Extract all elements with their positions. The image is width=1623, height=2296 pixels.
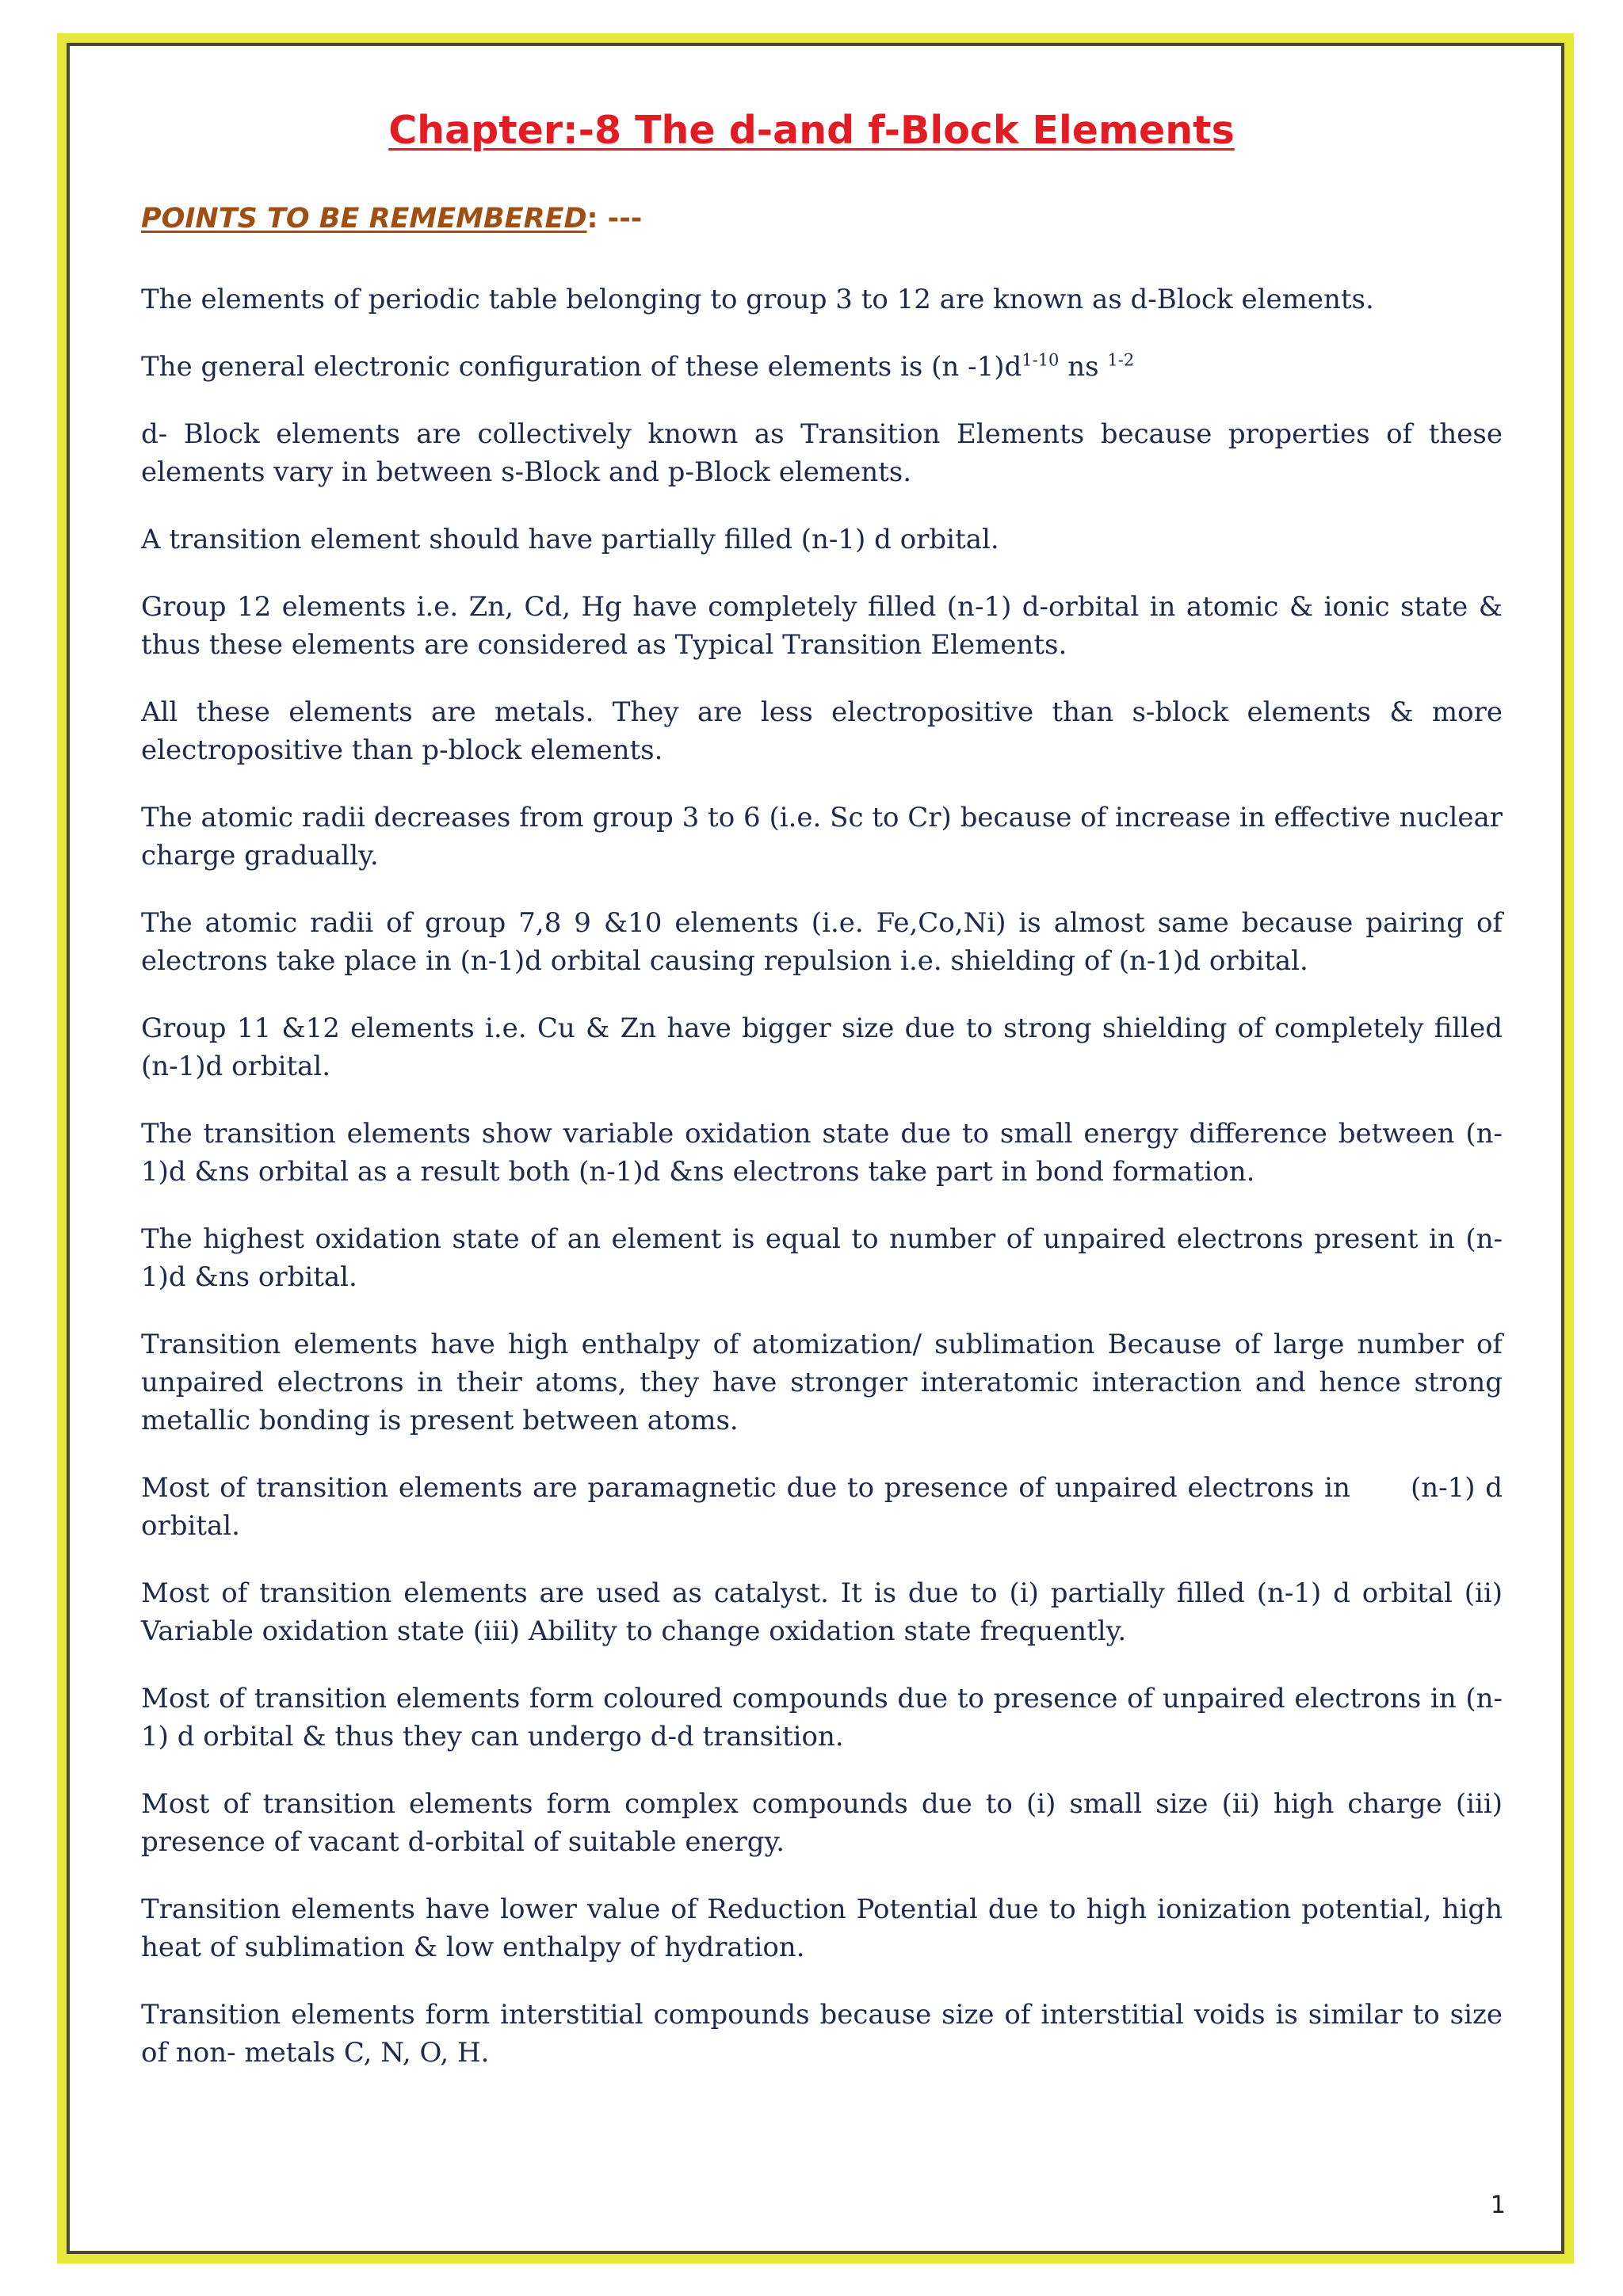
point-paragraph: A transition element should have partially filled (n-1) d orbital. (141, 524, 999, 555)
point-paragraph: Transition elements form interstitial compounds because size of interstitial voids is similar to size of non- metals C, N, O, H. (141, 1999, 1503, 2069)
point-paragraph: The elements of periodic table belonging to group 3 to 12 are known as d-Block elements. (141, 284, 1374, 315)
point-paragraph: Most of transition elements form coloured compounds due to presence of unpaired electrons in (n-1) d orbital & thus they can undergo d-d transition. (141, 1683, 1503, 1753)
point-paragraph: The highest oxidation state of an element is equal to number of unpaired electrons present in (n-1)d &ns orbital. (141, 1223, 1503, 1293)
config-prefix: The general electronic configuration of these elements is (n -1)d (141, 351, 1022, 383)
point-paragraph: The transition elements show variable oxidation state due to small energy difference between (n-1)d &ns orbital as a result both (n-1)d &ns electrons take part in bond formation. (141, 1118, 1503, 1188)
point-paragraph: Group 12 elements i.e. Zn, Cd, Hg have completely filled (n-1) d-orbital in atomic & ionic state & thus these elements are considered as Typical Transition Elements. (141, 591, 1503, 661)
section-heading-text: POINTS TO BE REMEMBERED (141, 203, 587, 235)
page-number: 1 (1490, 2191, 1506, 2219)
point-paragraph: The atomic radii decreases from group 3 to 6 (i.e. Sc to Cr) because of increase in effective nuclear charge gradually. (141, 802, 1503, 871)
point-paragraph: Group 11 &12 elements i.e. Cu & Zn have bigger size due to strong shielding of completely filled (n-1)d orbital. (141, 1013, 1503, 1082)
point-paragraph: Most of transition elements form complex compounds due to (i) small size (ii) high charge (iii) presence of vacant d-orbital of suitable energy. (141, 1788, 1503, 1858)
point-paragraph: Transition elements have high enthalpy of atomization/ sublimation Because of large number of unpaired electrons in their atoms, they have stronger interatomic interaction and hence strong metallic bonding is present between atoms. (141, 1329, 1503, 1436)
config-sup-ns: 1-2 (1107, 350, 1135, 370)
section-heading-suffix: : --- (586, 203, 643, 235)
point-paragraph: All these elements are metals. They are less electropositive than s-block elements & more electropositive than p-block elements. (141, 696, 1503, 766)
point-paragraph: d- Block elements are collectively known as Transition Elements because properties of these elements vary in between s-Block and p-Block elements. (141, 418, 1503, 488)
point-paragraph-config (141, 348, 1503, 386)
point-paragraph: Transition elements have lower value of Reduction Potential due to high ionization potential, high heat of sublimation & low enthalpy of hydration. (141, 1894, 1503, 1963)
point-paragraph: Most of transition elements are used as catalyst. It is due to (i) partially filled (n-1) d orbital (ii) Variable oxidation state (iii) Ability to change oxidation state frequently. (141, 1577, 1503, 1647)
config-sup-d: 1-10 (1022, 350, 1060, 370)
config-middle: ns (1059, 351, 1108, 383)
chapter-title: Chapter:-8 The d-and f-Block Elements (388, 108, 1235, 153)
points-list (141, 280, 1511, 2101)
section-heading (141, 203, 642, 235)
point-paragraph: Most of transition elements are paramagnetic due to presence of unpaired electrons in (n-1) d orbital. (141, 1472, 1511, 1542)
point-paragraph: The atomic radii of group 7,8 9 &10 elements (i.e. Fe,Co,Ni) is almost same because pairing of electrons take place in (n-1)d orbital causing repulsion i.e. shielding of (n-1)d orbital. (141, 907, 1503, 977)
